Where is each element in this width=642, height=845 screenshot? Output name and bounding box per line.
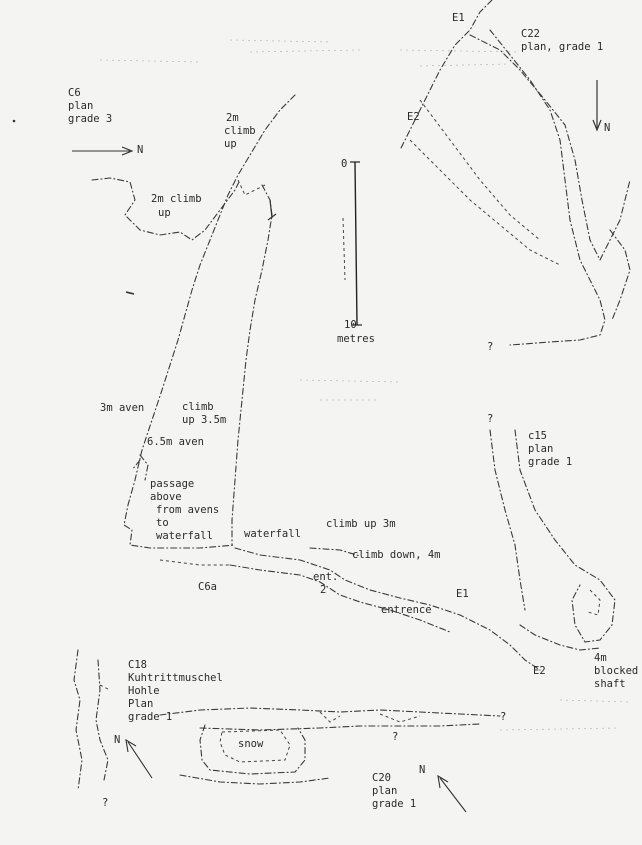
label-aven-3m: 3m aven xyxy=(100,402,145,414)
label-c20-3: grade 1 xyxy=(372,798,417,810)
label-aven-65: 6.5m aven xyxy=(147,436,204,448)
label-entrence: entrence xyxy=(381,604,432,616)
label-climb-up-3m: climb up 3m xyxy=(326,518,396,530)
label-question-4: ? xyxy=(500,711,507,723)
label-climb-2m-a1: 2m xyxy=(226,112,239,124)
label-c15-plan: plan xyxy=(528,443,554,455)
scale-label-zero: 0 xyxy=(341,158,348,170)
label-climb-2m-a3: up xyxy=(224,138,237,150)
label-c22-title: C22 xyxy=(521,28,540,40)
label-c18-1: C18 xyxy=(128,659,147,671)
scale-label-unit: metres xyxy=(337,333,375,345)
label-c20-1: C20 xyxy=(372,772,391,784)
label-passage-1: passage xyxy=(150,478,195,490)
label-climb-2m-b2: up xyxy=(158,207,171,219)
label-c6a: C6a xyxy=(198,581,217,593)
north-label-c18: N xyxy=(114,734,121,746)
north-label-c22: N xyxy=(604,122,611,134)
label-climb-2m-a2: climb xyxy=(224,125,256,137)
north-arrow-c6 xyxy=(72,147,132,155)
label-blocked-1: 4m xyxy=(594,652,607,664)
label-c6-title: C6 xyxy=(68,87,81,99)
label-c15-title: c15 xyxy=(528,430,547,442)
label-c15-grade: grade 1 xyxy=(528,456,573,468)
label-ent2-1: ent. xyxy=(313,571,339,583)
bleed-through-marks xyxy=(100,40,630,730)
label-snow: snow xyxy=(238,738,264,750)
label-c6-grade: grade 3 xyxy=(68,113,113,125)
label-climb-down-4m: climb down, 4m xyxy=(352,549,441,561)
label-c18-2: Kuhtrittmuschel xyxy=(128,672,223,684)
label-question-1: ? xyxy=(487,341,494,353)
label-c6-plan: plan xyxy=(68,100,94,112)
label-passage-2: above xyxy=(150,491,182,503)
label-passage-4: to xyxy=(156,517,169,529)
label-e1-top: E1 xyxy=(452,12,465,24)
label-waterfall: waterfall xyxy=(244,528,301,540)
label-c18-3: Hohle xyxy=(128,685,160,697)
label-climb-2m-b1: 2m climb xyxy=(151,193,202,205)
label-climb-35-2: up 3.5m xyxy=(182,414,227,426)
label-climb-35-1: climb xyxy=(182,401,214,413)
label-question-3: ? xyxy=(392,731,399,743)
north-arrow-c18 xyxy=(126,740,152,778)
c18-passage xyxy=(74,650,110,790)
label-passage-3: from avens xyxy=(156,504,220,516)
label-blocked-2: blocked xyxy=(594,665,639,677)
label-e2-low: E2 xyxy=(533,665,546,677)
north-label-c20: N xyxy=(419,764,426,776)
label-ent2-2: 2 xyxy=(320,584,327,596)
label-c18-5: grade 1 xyxy=(128,711,173,723)
north-arrow-c22 xyxy=(593,80,601,130)
label-passage-5: waterfall xyxy=(156,530,213,542)
north-arrow-c20 xyxy=(438,776,466,812)
label-question-5: ? xyxy=(102,797,109,809)
c20-passage xyxy=(160,708,500,784)
label-c18-4: Plan xyxy=(128,698,154,710)
label-e2-top: E2 xyxy=(407,111,420,123)
label-e1-low: E1 xyxy=(456,588,469,600)
label-c22-sub: plan, grade 1 xyxy=(521,41,604,53)
north-label-c6: N xyxy=(137,144,144,156)
label-question-2: ? xyxy=(487,413,494,425)
speck xyxy=(126,292,134,294)
speck xyxy=(13,120,16,123)
scale-bar xyxy=(343,162,362,325)
label-blocked-3: shaft xyxy=(594,678,626,690)
scale-label-ten: 10 xyxy=(344,319,357,331)
label-c20-2: plan xyxy=(372,785,398,797)
